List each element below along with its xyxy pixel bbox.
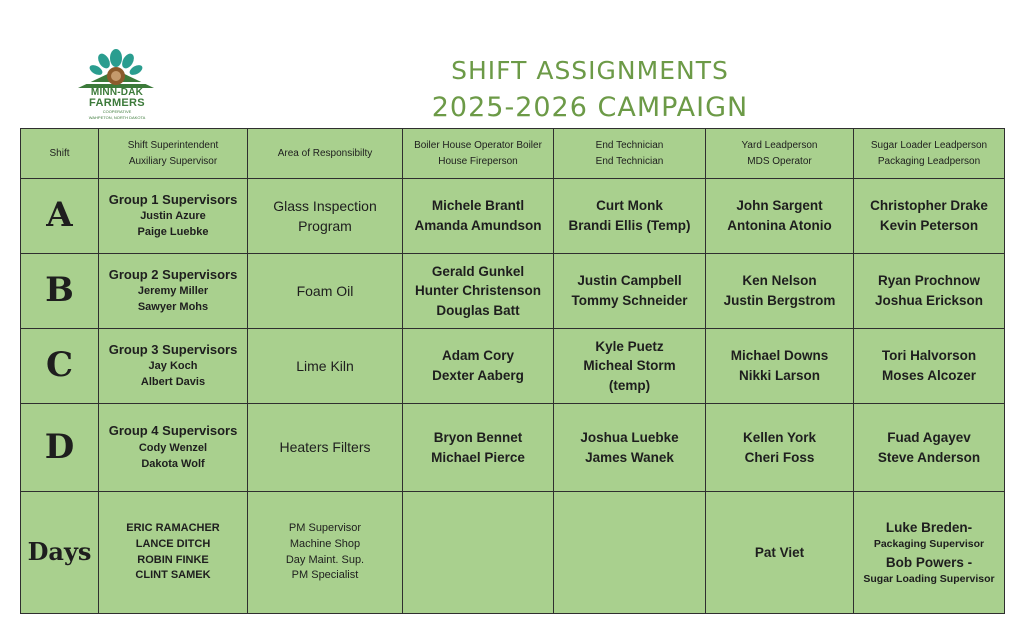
area-text: Heaters Filters <box>279 439 371 456</box>
person-name: Douglas Batt <box>436 302 520 318</box>
person-name: Joshua Luebke <box>580 429 679 445</box>
header-label: Yard Leadperson <box>741 140 818 151</box>
sugar-cell <box>854 254 1005 329</box>
logo-name-line1: MINN-DAK <box>90 87 144 98</box>
header-label: MDS Operator <box>747 155 812 167</box>
person-name: Gerald Gunkel <box>431 263 525 279</box>
yard-cell <box>706 492 854 614</box>
supervisor-name: ROBIN FINKE <box>137 553 209 566</box>
group-label: Group 3 Supervisors <box>108 341 238 357</box>
header-sugar-loader <box>854 129 1005 179</box>
person-name: Brandi Ellis (Temp) <box>568 218 691 233</box>
person-name: Luke Breden- <box>885 519 973 535</box>
shift-assignments-table <box>20 128 1005 614</box>
supervisor-cell <box>99 254 248 329</box>
logo-subtitle: COOPERATIVE <box>102 109 132 114</box>
person-name: Michele Brantl <box>431 198 525 214</box>
person-name: Hunter Christenson <box>414 283 541 299</box>
sugar-cell <box>854 329 1005 404</box>
logo-location: WAHPETON, NORTH DAKOTA <box>88 115 146 120</box>
supervisor-name: Paige Luebke <box>137 226 209 239</box>
person-name: Curt Monk <box>596 198 663 214</box>
supervisor-name: LANCE DITCH <box>135 537 211 550</box>
supervisor-name: Albert Davis <box>140 376 206 389</box>
group-label: Group 1 Supervisors <box>108 191 238 207</box>
shift-letter: D <box>21 404 99 492</box>
header-label: Shift Superintendent <box>127 140 219 151</box>
sugar-cell <box>854 492 1005 614</box>
header-label: Sugar Loader Leadperson <box>870 140 988 151</box>
table-header-row <box>21 129 1005 179</box>
sugar-cell <box>854 179 1005 254</box>
header-area <box>248 129 403 179</box>
shift-letter: Days <box>21 492 99 614</box>
person-name: Justin Campbell <box>577 273 682 289</box>
person-name: Justin Bergstrom <box>723 293 836 308</box>
table-row-shift-c <box>21 329 1005 404</box>
supervisor-name: Dakota Wolf <box>141 457 205 470</box>
person-name: Antonina Atonio <box>727 218 832 233</box>
end-tech-cell <box>554 404 706 492</box>
supervisor-name: Jay Koch <box>148 360 198 373</box>
logo-name-line2: FARMERS <box>89 97 145 109</box>
person-name: Ryan Prochnow <box>877 273 980 289</box>
header-label: Area of Responsibilty <box>277 147 373 159</box>
page-subtitle: 2025-2026 CAMPAIGN <box>431 92 749 123</box>
header-label: End Technician <box>595 140 664 151</box>
area-text: PM Specialist <box>291 569 359 582</box>
supervisor-cell <box>99 404 248 492</box>
end-tech-cell <box>554 254 706 329</box>
supervisor-name: Cody Wenzel <box>138 441 208 454</box>
person-name: Micheal Storm <box>583 358 676 374</box>
area-cell <box>248 404 403 492</box>
logo-text <box>74 88 160 120</box>
supervisor-name: Justin Azure <box>140 210 206 223</box>
area-cell <box>248 179 403 254</box>
person-name: Moses Alcozer <box>881 368 977 383</box>
person-name: Bryon Bennet <box>433 429 523 445</box>
header-label: Auxiliary Supervisor <box>128 155 218 167</box>
person-name: John Sargent <box>736 198 823 214</box>
area-text: Foam Oil <box>296 282 354 299</box>
person-name: James Wanek <box>585 449 674 465</box>
person-name: Kyle Puetz <box>595 338 664 354</box>
supervisor-cell <box>99 329 248 404</box>
person-name: Tommy Schneider <box>571 293 688 308</box>
person-name: Amanda Amundson <box>414 218 542 233</box>
shift-letter: B <box>21 254 99 329</box>
header-superintendent <box>99 129 248 179</box>
header-label: End Technician <box>595 155 664 167</box>
person-role: Sugar Loading Supervisor <box>863 573 995 586</box>
person-name: Adam Cory <box>441 348 514 364</box>
area-text: Machine Shop <box>289 537 361 550</box>
table-row-shift-a <box>21 179 1005 254</box>
person-name: Michael Downs <box>730 348 829 364</box>
person-name: Cheri Foss <box>744 449 815 465</box>
header-label: Boiler House Operator Boiler <box>414 140 542 151</box>
person-name: Joshua Erickson <box>874 293 984 308</box>
boiler-cell <box>403 254 554 329</box>
shift-letter: C <box>21 329 99 404</box>
person-name: Kevin Peterson <box>879 218 979 233</box>
table-row-shift-d <box>21 404 1005 492</box>
yard-cell <box>706 179 854 254</box>
supervisor-name: CLINT SAMEK <box>135 569 211 582</box>
person-name: Christopher Drake <box>870 198 988 214</box>
boiler-cell-empty <box>403 492 554 614</box>
header-label: House Fireperson <box>438 155 518 167</box>
area-text: Glass Inspection <box>273 197 377 214</box>
sugar-cell <box>854 404 1005 492</box>
boiler-cell <box>403 404 554 492</box>
page-title: SHIFT ASSIGNMENTS <box>451 56 729 85</box>
person-name: Steve Anderson <box>877 449 981 465</box>
area-cell <box>248 254 403 329</box>
supervisor-name: ERIC RAMACHER <box>126 521 220 534</box>
header-boiler <box>403 129 554 179</box>
table-row-shift-b <box>21 254 1005 329</box>
person-name: Dexter Aaberg <box>432 368 524 383</box>
person-name: Tori Halvorson <box>881 348 977 364</box>
person-name: Nikki Larson <box>738 368 821 383</box>
person-name: Ken Nelson <box>742 273 817 289</box>
header-end-technician <box>554 129 706 179</box>
table-row-days <box>21 492 1005 614</box>
area-cell <box>248 329 403 404</box>
header-shift <box>21 129 99 179</box>
supervisor-name: Jeremy Miller <box>137 285 209 298</box>
person-name: Fuad Agayev <box>887 429 971 445</box>
group-label: Group 4 Supervisors <box>108 423 238 439</box>
end-tech-cell <box>554 179 706 254</box>
boiler-cell <box>403 179 554 254</box>
group-label: Group 2 Supervisors <box>108 266 238 282</box>
yard-cell <box>706 329 854 404</box>
person-name: Pat Viet <box>754 544 805 560</box>
yard-cell <box>706 404 854 492</box>
yard-cell <box>706 254 854 329</box>
area-text: Day Maint. Sup. <box>285 553 365 566</box>
person-name: Michael Pierce <box>431 449 525 465</box>
area-text: Lime Kiln <box>296 357 354 374</box>
boiler-cell <box>403 329 554 404</box>
person-note: (temp) <box>608 377 651 393</box>
supervisor-name: Sawyer Mohs <box>137 301 209 314</box>
shift-letter: A <box>21 179 99 254</box>
area-text: PM Supervisor <box>288 521 362 534</box>
header-label: Shift <box>49 147 70 159</box>
person-role: Packaging Supervisor <box>873 538 985 551</box>
person-name: Bob Powers - <box>885 554 973 570</box>
person-name: Kellen York <box>742 429 817 445</box>
end-tech-cell <box>554 329 706 404</box>
supervisor-cell <box>99 492 248 614</box>
supervisor-cell <box>99 179 248 254</box>
header-yard <box>706 129 854 179</box>
area-text: Program <box>298 218 352 234</box>
area-cell <box>248 492 403 614</box>
end-tech-cell-empty <box>554 492 706 614</box>
header-label: Packaging Leadperson <box>877 155 981 167</box>
